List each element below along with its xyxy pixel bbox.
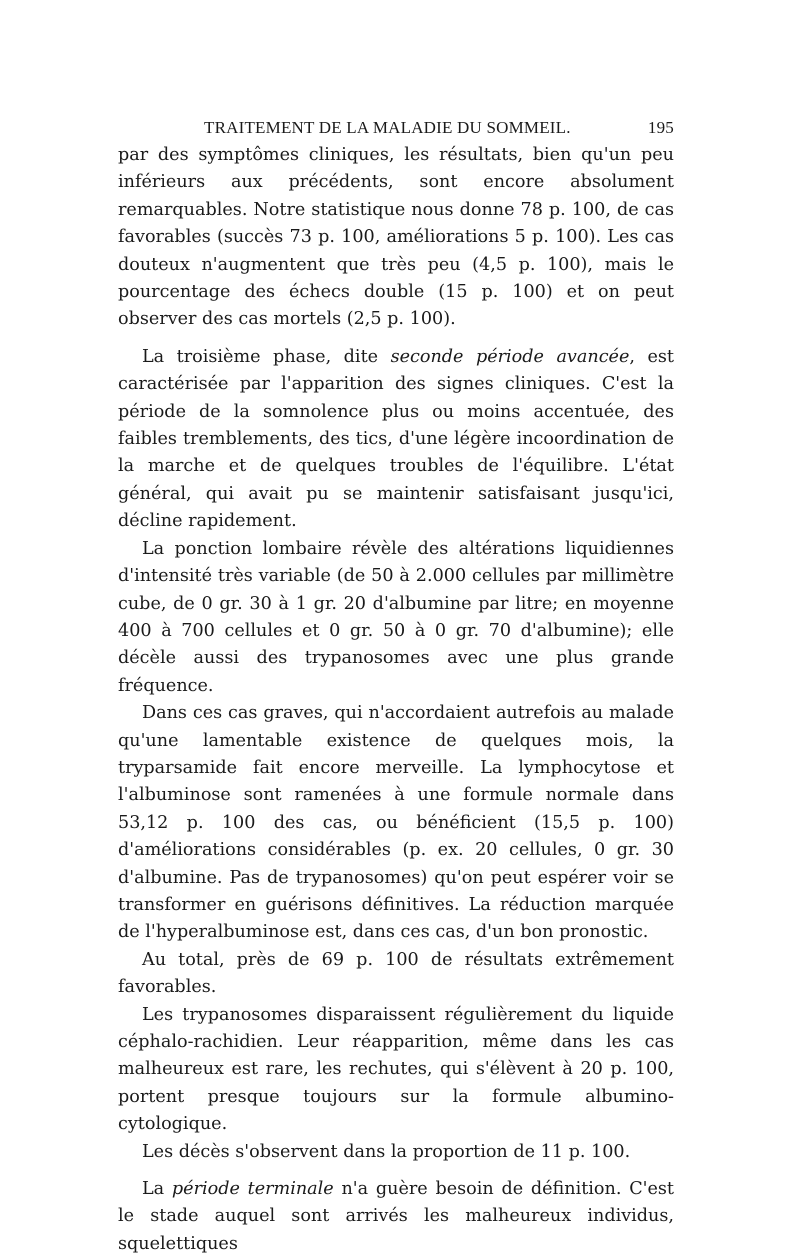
paragraph-periode-terminale bbox=[118, 1176, 674, 1258]
running-title: TRAITEMENT DE LA MALADIE DU SOMMEIL. bbox=[204, 118, 571, 137]
third-phase-body: , est caractérisée par l'apparition des signes cliniques. C'est la période de la somnolence plus ou moins accentuée, des faibles tremblements, des tics, d'une légère incoordination de la marche et de quelques troubles de l'équilibre. L'état général, qui avait pu se maintenir satisfaisant jusqu'ici, décline rapidement. bbox=[118, 346, 674, 532]
paragraph-total: Au total, près de 69 p. 100 de résultats extrêmement favorables. bbox=[118, 949, 674, 998]
paragraph-deces: Les décès s'observent dans la proportion de 11 p. 100. bbox=[142, 1141, 631, 1162]
book-page bbox=[118, 108, 674, 1258]
paragraph-trypanosomes: Les trypanosomes disparaissent régulièrement du liquide céphalo-rachidien. Leur réapparition, même dans les cas malheureux est rare, les rechutes, qui s'élèvent à 20 p. 100, portent presque toujours sur la formule albumino-cytologique. bbox=[118, 1004, 674, 1135]
periode-terminale-lead: La bbox=[142, 1179, 172, 1200]
running-header bbox=[118, 108, 674, 142]
italic-term-periode-terminale: période terminale bbox=[171, 1179, 334, 1200]
italic-term-seconde-periode: seconde période avancée bbox=[390, 346, 630, 367]
paragraph-cas-graves: Dans ces cas graves, qui n'accordaient autrefois au malade qu'une lamentable existence de quelques mois, la tryparsamide fait encore merveille. La lymphocytose et l'albuminose sont ramenées à une formule normale dans 53,12 p. 100 des cas, ou bénéficient (15,5 p. 100) d'améliorations considérables (p. ex. 20 cellules, 0 gr. 30 d'albumine. Pas de trypanosomes) qu'on peut espérer voir se transformer en guérisons définitives. La réduction marquée de l'hyperalbuminose est, dans ces cas, d'un bon pronostic. bbox=[118, 703, 674, 943]
page-number: 195 bbox=[647, 118, 674, 137]
periode-terminale-body: n'a guère besoin de définition. C'est le stade auquel sont arrivés les malheureux individus, squelettiques bbox=[118, 1179, 675, 1254]
paragraph-ponction-lombaire: La ponction lombaire révèle des altérations liquidiennes d'intensité très variable (de 50 à 2.000 cellules par millimètre cube, de 0 gr. 30 à 1 gr. 20 d'albumine par litre; en moyenne 400 à 700 cellules et 0 gr. 50 à 0 gr. 70 d'albumine); elle décèle aussi des trypanosomes avec une plus grande fréquence. bbox=[118, 538, 674, 696]
paragraph-continuation: par des symptômes cliniques, les résultats, bien qu'un peu inférieurs aux précédents, sont encore absolument remarquables. Notre statistique nous donne 78 p. 100, de cas favorables (succès 73 p. 100, améliorations 5 p. 100). Les cas douteux n'augmentent que très peu (4,5 p. 100), mais le pourcentage des échecs double (15 p. 100) et on peut observer des cas mortels (2,5 p. 100). bbox=[118, 145, 674, 330]
paragraph-third-phase bbox=[118, 344, 674, 536]
third-phase-lead: La troisième phase, dite bbox=[142, 346, 391, 367]
